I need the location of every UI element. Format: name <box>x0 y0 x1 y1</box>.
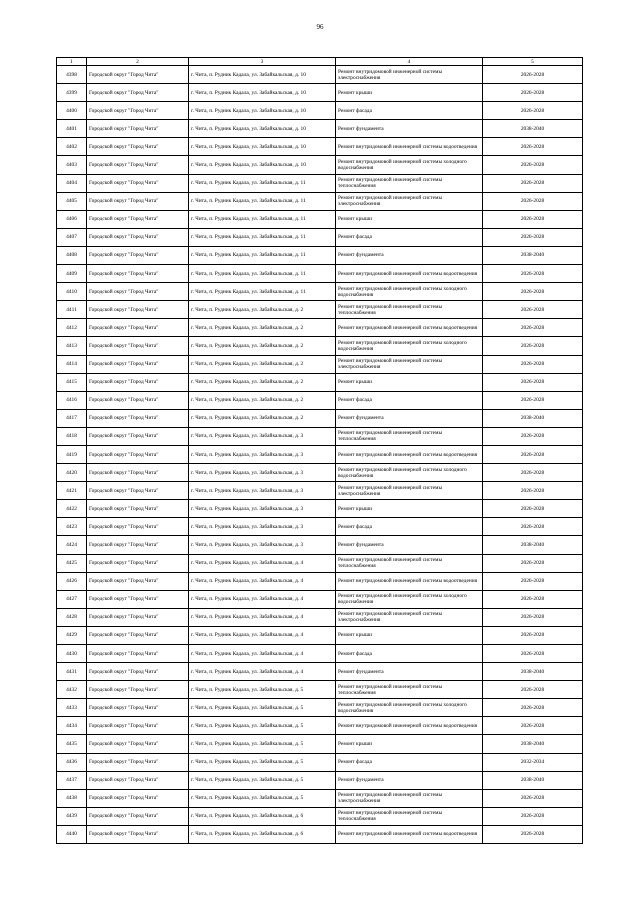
municipality-cell: Городской округ "Город Чита" <box>87 645 189 663</box>
row-number-cell: 4408 <box>57 246 87 264</box>
municipality-cell: Городской округ "Город Чита" <box>87 608 189 626</box>
work-type-cell: Ремонт крыши <box>336 373 483 391</box>
row-number-cell: 4430 <box>57 645 87 663</box>
table-row <box>57 427 583 445</box>
table-row <box>57 210 583 228</box>
table-row <box>57 753 583 771</box>
work-type-cell: Ремонт внутридомовой инженерной системы теплоснабжения <box>336 301 483 319</box>
row-number-cell: 4411 <box>57 301 87 319</box>
municipality-cell: Городской округ "Город Чита" <box>87 536 189 554</box>
address-cell: г. Чита, п. Рудник Кадала, ул. Забайкальская, д. 5 <box>189 753 336 771</box>
table-header-row <box>57 58 583 66</box>
table-row <box>57 536 583 554</box>
address-cell: г. Чита, п. Рудник Кадала, ул. Забайкальская, д. 10 <box>189 84 336 102</box>
table-row <box>57 355 583 373</box>
row-number-cell: 4406 <box>57 210 87 228</box>
municipality-cell: Городской округ "Город Чита" <box>87 283 189 301</box>
table-row <box>57 464 583 482</box>
address-cell: г. Чита, п. Рудник Кадала, ул. Забайкальская, д. 4 <box>189 626 336 644</box>
table-row <box>57 518 583 536</box>
table-row <box>57 283 583 301</box>
row-number-cell: 4439 <box>57 807 87 825</box>
row-number-cell: 4405 <box>57 192 87 210</box>
table-row <box>57 192 583 210</box>
municipality-cell: Городской округ "Город Чита" <box>87 355 189 373</box>
period-cell: 2026-2028 <box>483 319 583 337</box>
address-cell: г. Чита, п. Рудник Кадала, ул. Забайкальская, д. 2 <box>189 409 336 427</box>
work-type-cell: Ремонт внутридомовой инженерной системы теплоснабжения <box>336 427 483 445</box>
row-number-cell: 4415 <box>57 373 87 391</box>
table-row <box>57 482 583 500</box>
municipality-cell: Городской округ "Город Чита" <box>87 807 189 825</box>
row-number-cell: 4414 <box>57 355 87 373</box>
address-cell: г. Чита, п. Рудник Кадала, ул. Забайкальская, д. 11 <box>189 174 336 192</box>
table-row <box>57 228 583 246</box>
municipality-cell: Городской округ "Город Чита" <box>87 192 189 210</box>
table-row <box>57 771 583 789</box>
work-type-cell: Ремонт внутридомовой инженерной системы теплоснабжения <box>336 554 483 572</box>
period-cell: 2026-2028 <box>483 608 583 626</box>
table-row <box>57 409 583 427</box>
municipality-cell: Городской округ "Город Чита" <box>87 373 189 391</box>
row-number-cell: 4410 <box>57 283 87 301</box>
address-cell: г. Чита, п. Рудник Кадала, ул. Забайкальская, д. 5 <box>189 771 336 789</box>
period-cell: 2026-2028 <box>483 572 583 590</box>
municipality-cell: Городской округ "Город Чита" <box>87 789 189 807</box>
row-number-cell: 4412 <box>57 319 87 337</box>
row-number-cell: 4401 <box>57 120 87 138</box>
period-cell: 2026-2028 <box>483 825 583 843</box>
period-cell: 2032-2034 <box>483 753 583 771</box>
period-cell: 2026-2028 <box>483 84 583 102</box>
period-cell: 2026-2028 <box>483 554 583 572</box>
row-number-cell: 4404 <box>57 174 87 192</box>
municipality-cell: Городской округ "Город Чита" <box>87 120 189 138</box>
table-row <box>57 66 583 84</box>
address-cell: г. Чита, п. Рудник Кадала, ул. Забайкальская, д. 2 <box>189 337 336 355</box>
municipality-cell: Городской округ "Город Чита" <box>87 246 189 264</box>
table-row <box>57 445 583 463</box>
work-type-cell: Ремонт крыши <box>336 500 483 518</box>
row-number-cell: 4427 <box>57 590 87 608</box>
address-cell: г. Чита, п. Рудник Кадала, ул. Забайкальская, д. 6 <box>189 807 336 825</box>
row-number-cell: 4434 <box>57 717 87 735</box>
work-type-cell: Ремонт крыши <box>336 735 483 753</box>
table-row <box>57 608 583 626</box>
register-table <box>56 57 583 844</box>
address-cell: г. Чита, п. Рудник Кадала, ул. Забайкальская, д. 3 <box>189 518 336 536</box>
municipality-cell: Городской округ "Город Чита" <box>87 663 189 681</box>
table-row <box>57 337 583 355</box>
row-number-cell: 4403 <box>57 156 87 174</box>
address-cell: г. Чита, п. Рудник Кадала, ул. Забайкальская, д. 2 <box>189 373 336 391</box>
work-type-cell: Ремонт внутридомовой инженерной системы водоотведения <box>336 717 483 735</box>
column-header-1: 1 <box>57 58 87 66</box>
work-type-cell: Ремонт фундамента <box>336 246 483 264</box>
work-type-cell: Ремонт внутридомовой инженерной системы теплоснабжения <box>336 807 483 825</box>
municipality-cell: Городской округ "Город Чита" <box>87 210 189 228</box>
address-cell: г. Чита, п. Рудник Кадала, ул. Забайкальская, д. 10 <box>189 102 336 120</box>
period-cell: 2026-2028 <box>483 373 583 391</box>
table-row <box>57 663 583 681</box>
period-cell: 2038-2040 <box>483 120 583 138</box>
period-cell: 2026-2028 <box>483 518 583 536</box>
municipality-cell: Городской округ "Город Чита" <box>87 409 189 427</box>
period-cell: 2038-2040 <box>483 409 583 427</box>
work-type-cell: Ремонт внутридомовой инженерной системы водоотведения <box>336 572 483 590</box>
work-type-cell: Ремонт фундамента <box>336 536 483 554</box>
row-number-cell: 4399 <box>57 84 87 102</box>
table-row <box>57 102 583 120</box>
table-row <box>57 373 583 391</box>
work-type-cell: Ремонт крыши <box>336 84 483 102</box>
table-body <box>57 66 583 844</box>
address-cell: г. Чита, п. Рудник Кадала, ул. Забайкальская, д. 3 <box>189 445 336 463</box>
work-type-cell: Ремонт фундамента <box>336 120 483 138</box>
column-header-2: 2 <box>87 58 189 66</box>
work-type-cell: Ремонт внутридомовой инженерной системы теплоснабжения <box>336 681 483 699</box>
municipality-cell: Городской округ "Город Чита" <box>87 445 189 463</box>
address-cell: г. Чита, п. Рудник Кадала, ул. Забайкальская, д. 3 <box>189 427 336 445</box>
municipality-cell: Городской округ "Город Чита" <box>87 626 189 644</box>
period-cell: 2026-2028 <box>483 789 583 807</box>
row-number-cell: 4422 <box>57 500 87 518</box>
row-number-cell: 4436 <box>57 753 87 771</box>
column-header-4: 4 <box>336 58 483 66</box>
period-cell: 2026-2028 <box>483 283 583 301</box>
table-row <box>57 626 583 644</box>
table-row <box>57 699 583 717</box>
row-number-cell: 4435 <box>57 735 87 753</box>
address-cell: г. Чита, п. Рудник Кадала, ул. Забайкальская, д. 5 <box>189 789 336 807</box>
municipality-cell: Городской округ "Город Чита" <box>87 156 189 174</box>
work-type-cell: Ремонт внутридомовой инженерной системы холодного водоснабжения <box>336 699 483 717</box>
period-cell: 2026-2028 <box>483 391 583 409</box>
table-row <box>57 301 583 319</box>
row-number-cell: 4423 <box>57 518 87 536</box>
address-cell: г. Чита, п. Рудник Кадала, ул. Забайкальская, д. 11 <box>189 283 336 301</box>
municipality-cell: Городской округ "Город Чита" <box>87 699 189 717</box>
table-row <box>57 572 583 590</box>
municipality-cell: Городской округ "Город Чита" <box>87 337 189 355</box>
period-cell: 2038-2040 <box>483 246 583 264</box>
period-cell: 2026-2028 <box>483 337 583 355</box>
municipality-cell: Городской округ "Город Чита" <box>87 482 189 500</box>
column-header-5: 5 <box>483 58 583 66</box>
address-cell: г. Чита, п. Рудник Кадала, ул. Забайкальская, д. 10 <box>189 156 336 174</box>
municipality-cell: Городской округ "Город Чита" <box>87 500 189 518</box>
table-row <box>57 319 583 337</box>
municipality-cell: Городской округ "Город Чита" <box>87 464 189 482</box>
table-row <box>57 825 583 843</box>
municipality-cell: Городской округ "Город Чита" <box>87 518 189 536</box>
table-row <box>57 246 583 264</box>
period-cell: 2026-2028 <box>483 156 583 174</box>
address-cell: г. Чита, п. Рудник Кадала, ул. Забайкальская, д. 3 <box>189 500 336 518</box>
address-cell: г. Чита, п. Рудник Кадала, ул. Забайкальская, д. 11 <box>189 246 336 264</box>
table-row <box>57 500 583 518</box>
address-cell: г. Чита, п. Рудник Кадала, ул. Забайкальская, д. 2 <box>189 319 336 337</box>
municipality-cell: Городской округ "Город Чита" <box>87 427 189 445</box>
table-row <box>57 174 583 192</box>
period-cell: 2026-2028 <box>483 645 583 663</box>
municipality-cell: Городской округ "Город Чита" <box>87 391 189 409</box>
work-type-cell: Ремонт внутридомовой инженерной системы холодного водоснабжения <box>336 283 483 301</box>
period-cell: 2026-2028 <box>483 228 583 246</box>
row-number-cell: 4419 <box>57 445 87 463</box>
work-type-cell: Ремонт внутридомовой инженерной системы холодного водоснабжения <box>336 464 483 482</box>
address-cell: г. Чита, п. Рудник Кадала, ул. Забайкальская, д. 6 <box>189 825 336 843</box>
municipality-cell: Городской округ "Город Чита" <box>87 84 189 102</box>
period-cell: 2026-2028 <box>483 464 583 482</box>
period-cell: 2026-2028 <box>483 102 583 120</box>
address-cell: г. Чита, п. Рудник Кадала, ул. Забайкальская, д. 2 <box>189 355 336 373</box>
row-number-cell: 4398 <box>57 66 87 84</box>
municipality-cell: Городской округ "Город Чита" <box>87 590 189 608</box>
row-number-cell: 4418 <box>57 427 87 445</box>
municipality-cell: Городской округ "Город Чита" <box>87 138 189 156</box>
row-number-cell: 4413 <box>57 337 87 355</box>
address-cell: г. Чита, п. Рудник Кадала, ул. Забайкальская, д. 11 <box>189 228 336 246</box>
municipality-cell: Городской округ "Город Чита" <box>87 228 189 246</box>
work-type-cell: Ремонт внутридомовой инженерной системы электроснабжения <box>336 355 483 373</box>
address-cell: г. Чита, п. Рудник Кадала, ул. Забайкальская, д. 4 <box>189 590 336 608</box>
municipality-cell: Городской округ "Город Чита" <box>87 319 189 337</box>
municipality-cell: Городской округ "Город Чита" <box>87 771 189 789</box>
period-cell: 2026-2028 <box>483 427 583 445</box>
row-number-cell: 4429 <box>57 626 87 644</box>
municipality-cell: Городской округ "Город Чита" <box>87 554 189 572</box>
page-number: 96 <box>316 23 324 31</box>
table-row <box>57 156 583 174</box>
address-cell: г. Чита, п. Рудник Кадала, ул. Забайкальская, д. 5 <box>189 717 336 735</box>
column-header-3: 3 <box>189 58 336 66</box>
address-cell: г. Чита, п. Рудник Кадала, ул. Забайкальская, д. 2 <box>189 391 336 409</box>
table-row <box>57 391 583 409</box>
table-row <box>57 717 583 735</box>
period-cell: 2026-2028 <box>483 500 583 518</box>
municipality-cell: Городской округ "Город Чита" <box>87 572 189 590</box>
table-row <box>57 807 583 825</box>
address-cell: г. Чита, п. Рудник Кадала, ул. Забайкальская, д. 5 <box>189 735 336 753</box>
address-cell: г. Чита, п. Рудник Кадала, ул. Забайкальская, д. 4 <box>189 663 336 681</box>
row-number-cell: 4437 <box>57 771 87 789</box>
table-row <box>57 265 583 283</box>
row-number-cell: 4417 <box>57 409 87 427</box>
work-type-cell: Ремонт фасада <box>336 645 483 663</box>
municipality-cell: Городской округ "Город Чита" <box>87 825 189 843</box>
address-cell: г. Чита, п. Рудник Кадала, ул. Забайкальская, д. 4 <box>189 554 336 572</box>
row-number-cell: 4426 <box>57 572 87 590</box>
address-cell: г. Чита, п. Рудник Кадала, ул. Забайкальская, д. 4 <box>189 645 336 663</box>
period-cell: 2026-2028 <box>483 174 583 192</box>
period-cell: 2026-2028 <box>483 192 583 210</box>
work-type-cell: Ремонт внутридомовой инженерной системы водоотведения <box>336 445 483 463</box>
municipality-cell: Городской округ "Город Чита" <box>87 717 189 735</box>
address-cell: г. Чита, п. Рудник Кадала, ул. Забайкальская, д. 5 <box>189 699 336 717</box>
work-type-cell: Ремонт фасада <box>336 753 483 771</box>
period-cell: 2026-2028 <box>483 626 583 644</box>
address-cell: г. Чита, п. Рудник Кадала, ул. Забайкальская, д. 5 <box>189 681 336 699</box>
row-number-cell: 4400 <box>57 102 87 120</box>
municipality-cell: Городской округ "Город Чита" <box>87 735 189 753</box>
address-cell: г. Чита, п. Рудник Кадала, ул. Забайкальская, д. 11 <box>189 210 336 228</box>
period-cell: 2026-2028 <box>483 301 583 319</box>
period-cell: 2026-2028 <box>483 355 583 373</box>
work-type-cell: Ремонт фасада <box>336 102 483 120</box>
municipality-cell: Городской округ "Город Чита" <box>87 66 189 84</box>
address-cell: г. Чита, п. Рудник Кадала, ул. Забайкальская, д. 11 <box>189 265 336 283</box>
work-type-cell: Ремонт внутридомовой инженерной системы электроснабжения <box>336 192 483 210</box>
address-cell: г. Чита, п. Рудник Кадала, ул. Забайкальская, д. 10 <box>189 66 336 84</box>
table-row <box>57 554 583 572</box>
table-row <box>57 590 583 608</box>
address-cell: г. Чита, п. Рудник Кадала, ул. Забайкальская, д. 4 <box>189 608 336 626</box>
table-row <box>57 138 583 156</box>
row-number-cell: 4438 <box>57 789 87 807</box>
period-cell: 2026-2028 <box>483 210 583 228</box>
work-type-cell: Ремонт внутридомовой инженерной системы теплоснабжения <box>336 174 483 192</box>
address-cell: г. Чита, п. Рудник Кадала, ул. Забайкальская, д. 11 <box>189 192 336 210</box>
work-type-cell: Ремонт фасада <box>336 228 483 246</box>
work-type-cell: Ремонт фундамента <box>336 663 483 681</box>
row-number-cell: 4432 <box>57 681 87 699</box>
work-type-cell: Ремонт фасада <box>336 391 483 409</box>
municipality-cell: Городской округ "Город Чита" <box>87 753 189 771</box>
row-number-cell: 4420 <box>57 464 87 482</box>
municipality-cell: Городской округ "Город Чита" <box>87 301 189 319</box>
row-number-cell: 4416 <box>57 391 87 409</box>
period-cell: 2038-2040 <box>483 663 583 681</box>
address-cell: г. Чита, п. Рудник Кадала, ул. Забайкальская, д. 4 <box>189 572 336 590</box>
period-cell: 2026-2028 <box>483 717 583 735</box>
work-type-cell: Ремонт внутридомовой инженерной системы холодного водоснабжения <box>336 337 483 355</box>
row-number-cell: 4421 <box>57 482 87 500</box>
table-row <box>57 84 583 102</box>
period-cell: 2038-2040 <box>483 771 583 789</box>
row-number-cell: 4428 <box>57 608 87 626</box>
municipality-cell: Городской округ "Город Чита" <box>87 102 189 120</box>
work-type-cell: Ремонт внутридомовой инженерной системы электроснабжения <box>336 608 483 626</box>
row-number-cell: 4425 <box>57 554 87 572</box>
row-number-cell: 4409 <box>57 265 87 283</box>
period-cell: 2026-2028 <box>483 590 583 608</box>
work-type-cell: Ремонт внутридомовой инженерной системы водоотведения <box>336 825 483 843</box>
address-cell: г. Чита, п. Рудник Кадала, ул. Забайкальская, д. 3 <box>189 464 336 482</box>
period-cell: 2026-2028 <box>483 681 583 699</box>
period-cell: 2026-2028 <box>483 138 583 156</box>
work-type-cell: Ремонт внутридомовой инженерной системы электроснабжения <box>336 482 483 500</box>
row-number-cell: 4440 <box>57 825 87 843</box>
work-type-cell: Ремонт внутридомовой инженерной системы электроснабжения <box>336 66 483 84</box>
period-cell: 2038-2040 <box>483 536 583 554</box>
row-number-cell: 4433 <box>57 699 87 717</box>
period-cell: 2026-2028 <box>483 482 583 500</box>
table-row <box>57 681 583 699</box>
work-type-cell: Ремонт внутридомовой инженерной системы водоотведения <box>336 138 483 156</box>
table-row <box>57 645 583 663</box>
row-number-cell: 4424 <box>57 536 87 554</box>
work-type-cell: Ремонт фундамента <box>336 771 483 789</box>
period-cell: 2026-2028 <box>483 807 583 825</box>
table-row <box>57 120 583 138</box>
work-type-cell: Ремонт внутридомовой инженерной системы электроснабжения <box>336 789 483 807</box>
period-cell: 2026-2028 <box>483 265 583 283</box>
address-cell: г. Чита, п. Рудник Кадала, ул. Забайкальская, д. 10 <box>189 120 336 138</box>
table-row <box>57 735 583 753</box>
row-number-cell: 4431 <box>57 663 87 681</box>
work-type-cell: Ремонт крыши <box>336 626 483 644</box>
row-number-cell: 4407 <box>57 228 87 246</box>
work-type-cell: Ремонт внутридомовой инженерной системы холодного водоснабжения <box>336 590 483 608</box>
work-type-cell: Ремонт фундамента <box>336 409 483 427</box>
work-type-cell: Ремонт внутридомовой инженерной системы водоотведения <box>336 265 483 283</box>
period-cell: 2026-2028 <box>483 699 583 717</box>
period-cell: 2026-2028 <box>483 66 583 84</box>
row-number-cell: 4402 <box>57 138 87 156</box>
address-cell: г. Чита, п. Рудник Кадала, ул. Забайкальская, д. 3 <box>189 536 336 554</box>
address-cell: г. Чита, п. Рудник Кадала, ул. Забайкальская, д. 10 <box>189 138 336 156</box>
period-cell: 2026-2028 <box>483 445 583 463</box>
table-row <box>57 789 583 807</box>
municipality-cell: Городской округ "Город Чита" <box>87 174 189 192</box>
work-type-cell: Ремонт фасада <box>336 518 483 536</box>
municipality-cell: Городской округ "Город Чита" <box>87 681 189 699</box>
municipality-cell: Городской округ "Город Чита" <box>87 265 189 283</box>
address-cell: г. Чита, п. Рудник Кадала, ул. Забайкальская, д. 2 <box>189 301 336 319</box>
address-cell: г. Чита, п. Рудник Кадала, ул. Забайкальская, д. 3 <box>189 482 336 500</box>
work-type-cell: Ремонт внутридомовой инженерной системы холодного водоснабжения <box>336 156 483 174</box>
period-cell: 2038-2040 <box>483 735 583 753</box>
work-type-cell: Ремонт крыши <box>336 210 483 228</box>
work-type-cell: Ремонт внутридомовой инженерной системы водоотведения <box>336 319 483 337</box>
